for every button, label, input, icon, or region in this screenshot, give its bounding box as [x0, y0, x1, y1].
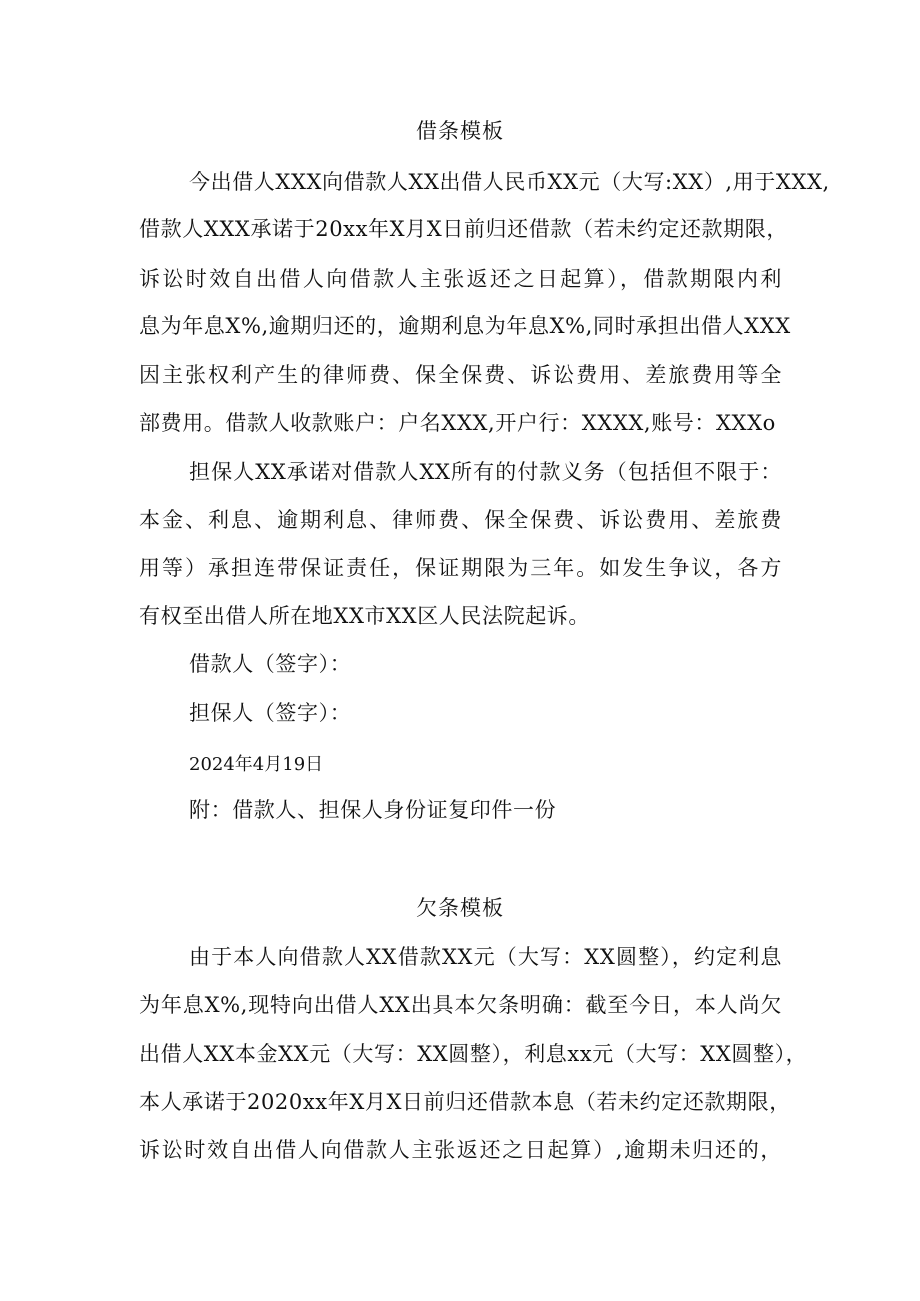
- iou-paragraph-line-3: 出借人XX本金XX元（大写：XX圆整），利息xx元（大写：XX圆整），: [139, 1042, 808, 1066]
- loan-paragraph-1-line-2: 借款人XXX承诺于20xx年X月X日前归还借款（若未约定还款期限，: [139, 217, 788, 241]
- guarantor-signature-label: 担保人（签字）：: [189, 701, 352, 725]
- iou-paragraph-line-4: 本人承诺于2020xx年X月X日前归还借款本息（若未约定还款期限，: [139, 1090, 791, 1114]
- iou-template-title: 欠条模板: [416, 896, 504, 920]
- loan-paragraph-2-line-4: 有权至出借人所在地XX市XX区人民法院起诉。: [139, 604, 590, 628]
- loan-paragraph-2-line-3: 用等）承担连带保证责任，保证期限为三年。如发生争议，各方: [139, 556, 782, 580]
- loan-paragraph-1-line-5: 因主张权利产生的律师费、保全保费、诉讼费用、差旅费用等全: [139, 363, 782, 387]
- loan-paragraph-1-line-4: 息为年息X%,逾期归还的，逾期利息为年息X%,同时承担出借人XXX: [139, 314, 791, 338]
- loan-paragraph-2-line-1: 担保人XX承诺对借款人XX所有的付款义务（包括但不限于：: [189, 460, 782, 484]
- borrower-signature-label: 借款人（签字）：: [189, 652, 352, 676]
- iou-paragraph-line-2: 为年息X%,现特向出借人XX出具本欠条明确：截至今日，本人尚欠: [139, 993, 782, 1017]
- iou-paragraph-line-1: 由于本人向借款人XX借款XX元（大写：XX圆整），约定利息: [189, 945, 782, 969]
- loan-template-title: 借条模板: [416, 119, 504, 143]
- loan-paragraph-2-line-2: 本金、利息、逾期利息、律师费、保全保费、诉讼费用、差旅费: [139, 508, 782, 532]
- loan-paragraph-1-line-1: 今出借人XXX向借款人XX出借人民币XX元（大写:XX）,用于XXX,: [189, 170, 830, 194]
- loan-attachment-note: 附：借款人、担保人身份证复印件一份: [189, 798, 557, 822]
- loan-paragraph-1-line-3: 诉讼时效自出借人向借款人主张返还之日起算），借款期限内利: [139, 267, 782, 291]
- loan-paragraph-1-line-6: 部费用。借款人收款账户：户名XXX,开户行：XXXX,账号：XXXo: [139, 411, 776, 435]
- loan-date: 2024年4月19日: [189, 754, 324, 775]
- iou-paragraph-line-5: 诉讼时效自出借人向借款人主张返还之日起算）,逾期未归还的，: [139, 1138, 782, 1162]
